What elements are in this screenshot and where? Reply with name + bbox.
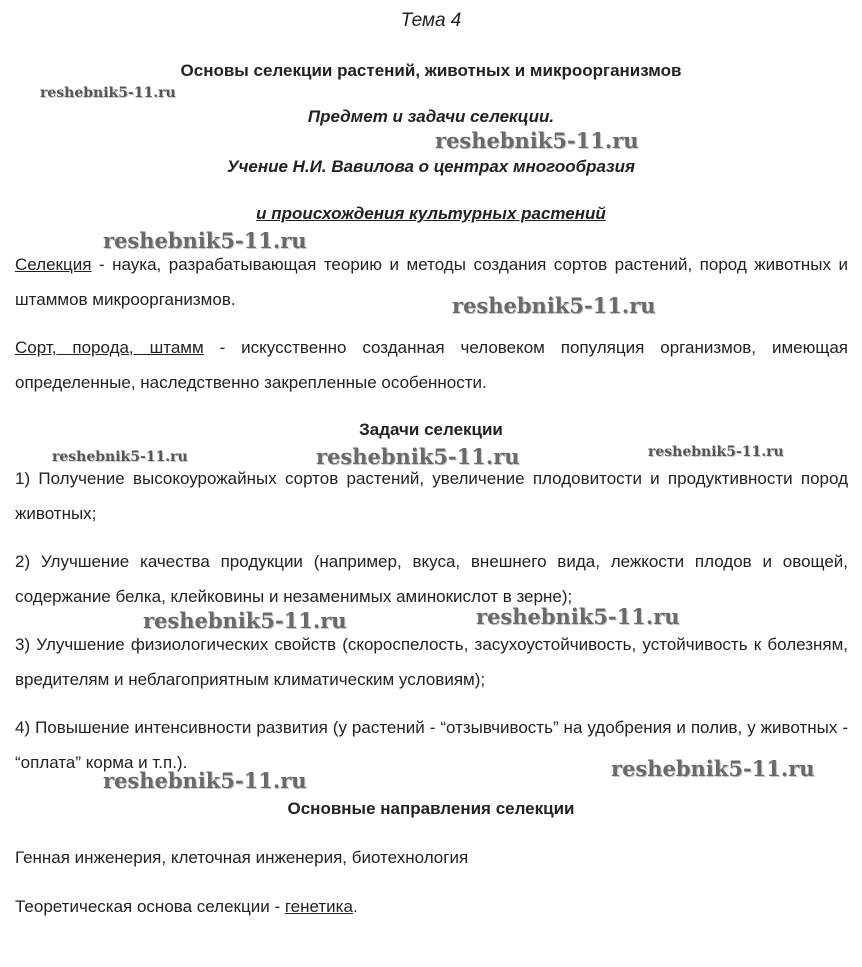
watermark: reshebnik5-11.ru: [648, 444, 784, 460]
watermark: reshebnik5-11.ru: [103, 768, 307, 793]
definition-term: Селекция: [15, 255, 92, 274]
topic-number: Тема 4: [400, 10, 462, 31]
task-item-3: 3) Улучшение физиологических свойств (скороспелость, засухоустойчивость, устойчивость к болезням, вредителям и неблагоприятным климатическим условиям);: [15, 635, 848, 689]
task-item-4: 4) Повышение интенсивности развития (у растений - “отзывчивость” на удобрения и полив, у животных - “оплата” корма и т.п.).: [15, 718, 848, 772]
basis-term: генетика: [284, 897, 353, 916]
task-item-1: 1) Получение высокоурожайных сортов растений, увеличение плодовитости и продуктивности пород животных;: [15, 469, 848, 523]
directions-heading: Основные направления селекции: [287, 799, 575, 818]
definition-selection: [15, 247, 848, 317]
watermark: reshebnik5-11.ru: [435, 128, 639, 153]
subtitle-vavilov: Учение Н.И. Вавилова о центрах многообразия: [226, 157, 636, 176]
theoretical-basis: [15, 889, 848, 924]
directions-text: Генная инженерия, клеточная инженерия, биотехнология: [15, 848, 469, 867]
basis-suffix: .: [352, 897, 358, 916]
watermark: reshebnik5-11.ru: [52, 449, 188, 465]
basis-prefix: Теоретическая основа селекции -: [15, 897, 285, 916]
definition-term: Сорт, порода, штамм: [15, 338, 204, 357]
tasks-heading: Задачи селекции: [359, 420, 503, 439]
definition-variety: [15, 330, 848, 400]
subtitle-origin: и происхождения культурных растений: [256, 204, 606, 223]
definition-text: - искусственно созданная человеком популяция организмов, имеющая определенные, наследственно закрепленные особенности.: [15, 338, 848, 392]
page-title: Основы селекции растений, животных и микроорганизмов: [180, 61, 682, 80]
watermark: reshebnik5-11.ru: [40, 85, 176, 101]
watermark: reshebnik5-11.ru: [143, 608, 347, 633]
watermark: reshebnik5-11.ru: [103, 228, 307, 253]
definition-text: - наука, разрабатывающая теорию и методы создания сортов растений, пород животных и штаммов микроорганизмов.: [15, 255, 848, 309]
watermark: reshebnik5-11.ru: [316, 444, 520, 469]
task-item-2: 2) Улучшение качества продукции (например, вкуса, внешнего вида, лежкости плодов и овощей, содержание белка, клейковины и незаменимых аминокислот в зерне);: [15, 552, 848, 606]
watermark: reshebnik5-11.ru: [611, 756, 815, 781]
watermark: reshebnik5-11.ru: [476, 604, 680, 629]
watermark: reshebnik5-11.ru: [452, 293, 656, 318]
subtitle-subject: Предмет и задачи селекции.: [307, 107, 555, 126]
